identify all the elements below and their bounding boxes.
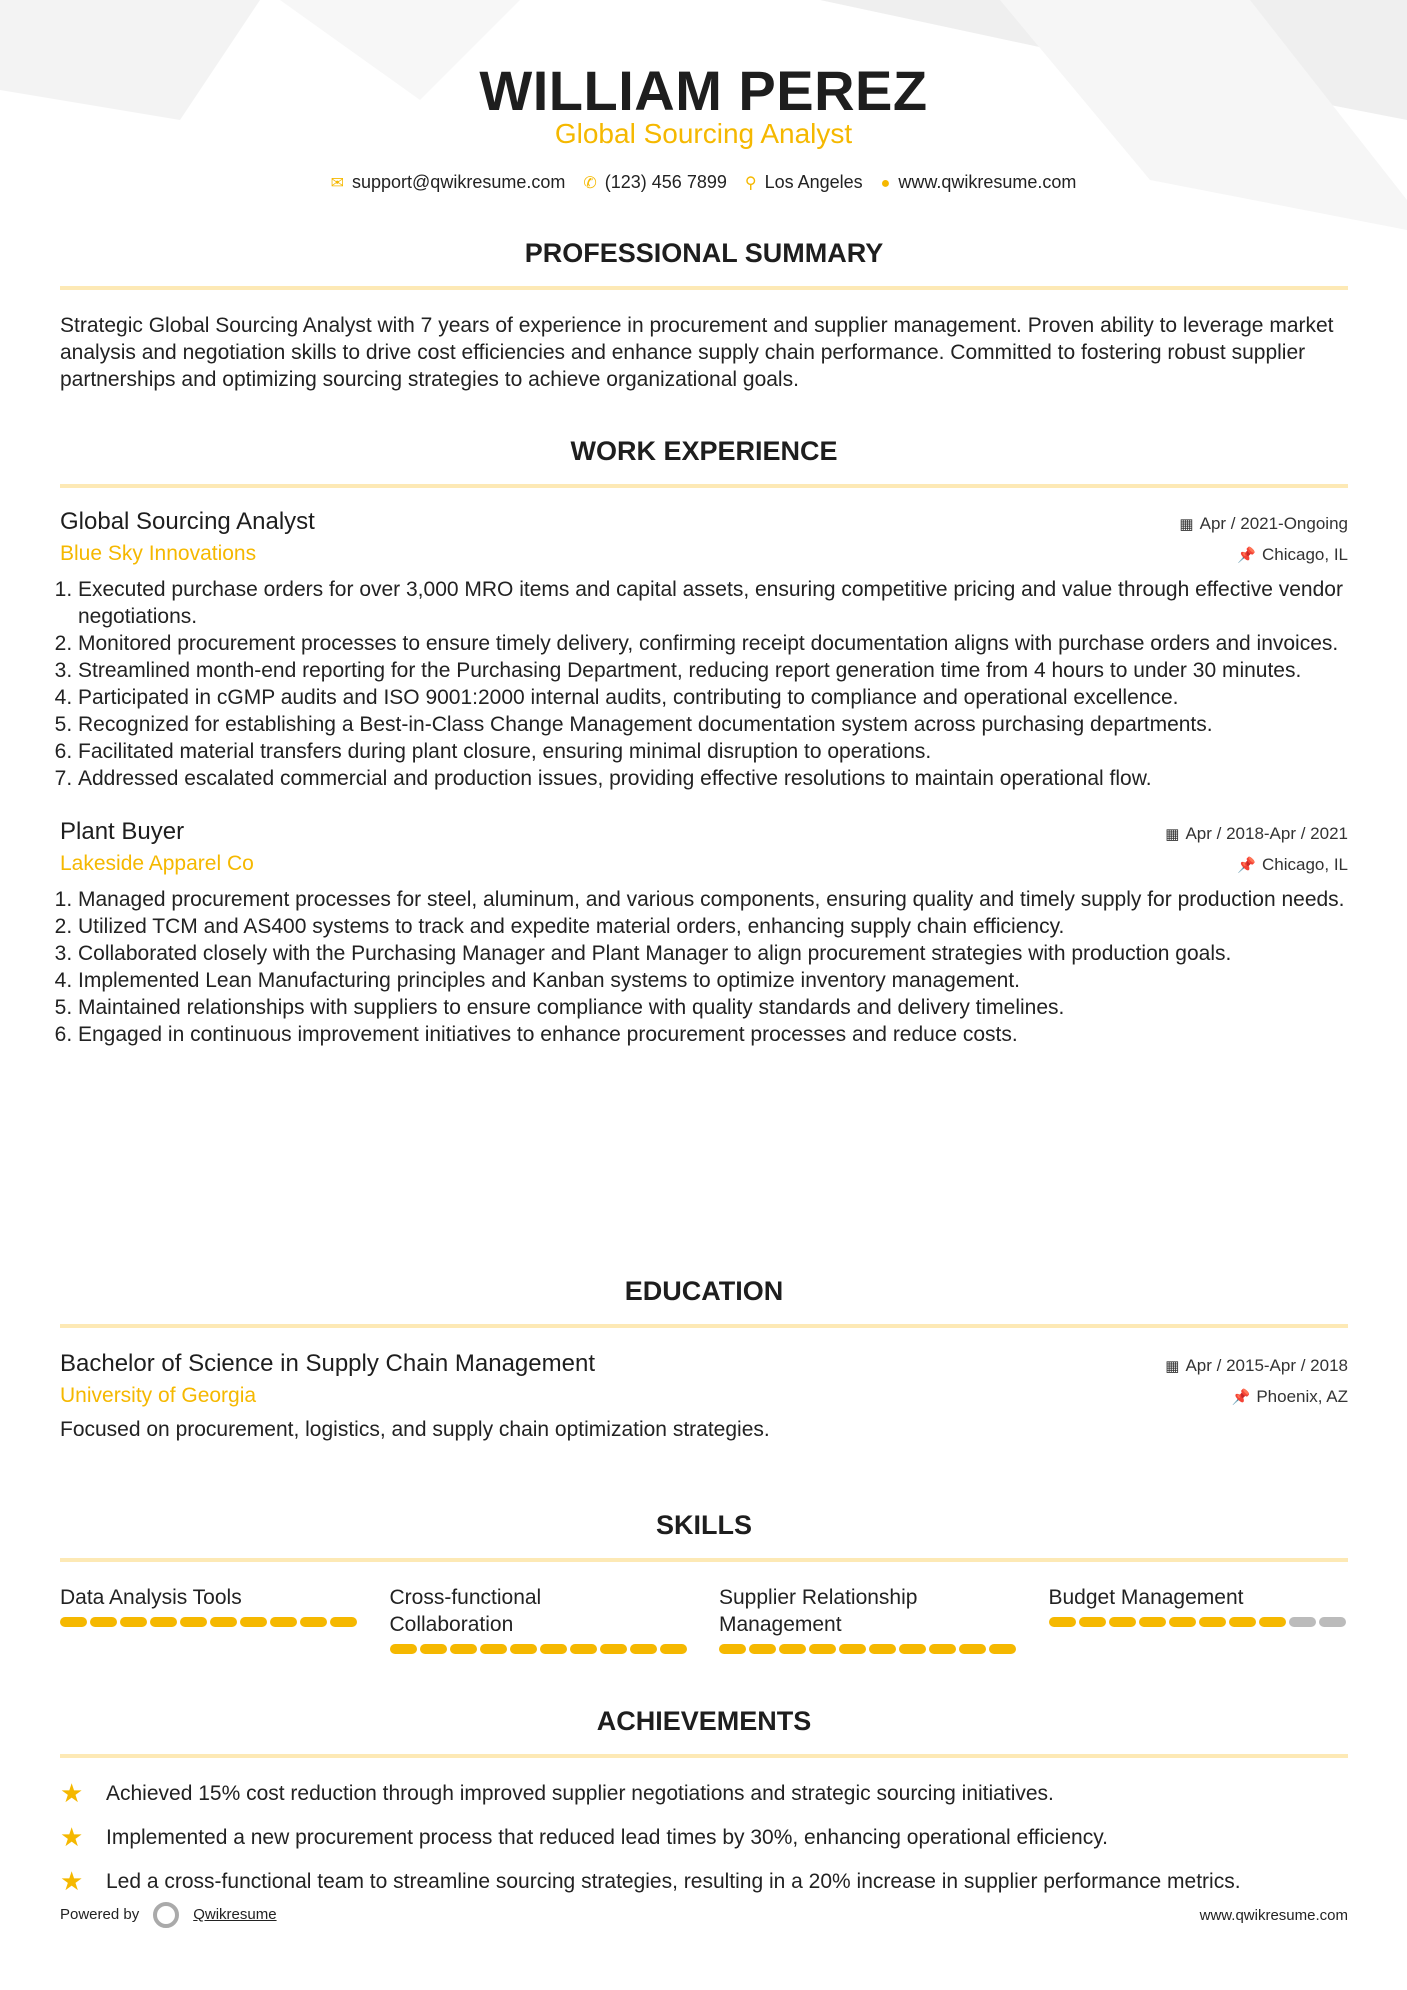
contact-phone (583, 172, 727, 193)
job-title: Global Sourcing Analyst (60, 508, 315, 535)
skill-level-segment (1169, 1617, 1196, 1627)
skill-level-segment (120, 1617, 147, 1627)
work-section (60, 436, 1348, 1074)
section-heading: EDUCATION (624, 1276, 784, 1306)
date-text: Apr / 2018-Apr / 2021 (1185, 824, 1348, 843)
website-text: www.qwikresume.com (898, 172, 1077, 192)
email-text: support@qwikresume.com (352, 172, 566, 192)
skill-level-bar (719, 1644, 1019, 1654)
skill-name: Supplier Relationship Management (719, 1586, 918, 1636)
location-text: Chicago, IL (1262, 855, 1348, 874)
job-date (1165, 824, 1348, 844)
skill-level-bar (390, 1644, 690, 1654)
skill-level-segment (660, 1644, 687, 1654)
skill-level-segment (540, 1644, 567, 1654)
calendar-icon: ▦ (1179, 516, 1194, 533)
skill-level-segment (839, 1644, 866, 1654)
skill-level-segment (809, 1644, 836, 1654)
skill-level-segment (60, 1617, 87, 1627)
skill-level-segment (270, 1617, 297, 1627)
skill-level-segment (1079, 1617, 1106, 1627)
section-heading: ACHIEVEMENTS (596, 1706, 812, 1736)
location-text: Chicago, IL (1262, 545, 1348, 564)
section-heading: SKILLS (655, 1510, 752, 1540)
bullet-item: 1. Executed purchase orders for over 3,000 MRO items and capital assets, ensuring competitive pricing and value through effective vendor negotiations. (78, 576, 1348, 630)
powered-by-label: Powered by (60, 1905, 140, 1923)
qwikresume-link[interactable]: Qwikresume (193, 1905, 277, 1923)
job-bullets (60, 576, 1348, 792)
skill-level-segment (510, 1644, 537, 1654)
star-icon: ★ (60, 1866, 84, 1896)
company-name: Lakeside Apparel Co (60, 852, 254, 875)
skill-level-segment (450, 1644, 477, 1654)
achievement-item (60, 1780, 1348, 1807)
skill-level-segment (929, 1644, 956, 1654)
pin-icon: 📌 (1237, 857, 1256, 874)
star-icon: ★ (60, 1778, 84, 1808)
contact-bar (0, 172, 1407, 193)
skill-level-segment (180, 1617, 207, 1627)
skill-item (719, 1584, 1019, 1654)
bullet-item: 4. Participated in cGMP audits and ISO 9001:2000 internal audits, contributing to compliance and operational excellence. (78, 684, 1348, 711)
contact-website[interactable] (881, 172, 1077, 193)
skill-level-segment (570, 1644, 597, 1654)
bullet-item: 4. Implemented Lean Manufacturing principles and Kanban systems to optimize inventory management. (78, 967, 1348, 994)
job-title: Plant Buyer (60, 818, 185, 845)
skill-level-segment (630, 1644, 657, 1654)
skill-level-segment (959, 1644, 986, 1654)
summary-text: Strategic Global Sourcing Analyst with 7 years of experience in procurement and supplier management. Proven ability to leverage market analysis and negotiation skills to drive cost efficiencies and enhance supply chain performance. Committed to fostering robust supplier partnerships and optimizing sourcing strategies to achieve organizational goals. (60, 314, 1334, 391)
skill-level-segment (1109, 1617, 1136, 1627)
footer (60, 1902, 1348, 1928)
achievement-text: Achieved 15% cost reduction through improved supplier negotiations and strategic sourcing initiatives. (106, 1782, 1054, 1805)
bullet-item: 3. Collaborated closely with the Purchasing Manager and Plant Manager to align procurement strategies with production goals. (78, 940, 1348, 967)
achievements-section (60, 1706, 1348, 1912)
skill-level-segment (480, 1644, 507, 1654)
education-section (60, 1276, 1348, 1443)
skill-level-segment (899, 1644, 926, 1654)
skill-level-segment (1229, 1617, 1256, 1627)
location-text: Los Angeles (764, 172, 863, 192)
skill-level-segment (719, 1644, 746, 1654)
skill-level-segment (90, 1617, 117, 1627)
skill-level-segment (779, 1644, 806, 1654)
divider (60, 1754, 1348, 1758)
skill-level-segment (1199, 1617, 1226, 1627)
date-text: Apr / 2015-Apr / 2018 (1185, 1356, 1348, 1375)
skill-level-segment (420, 1644, 447, 1654)
skill-level-segment (330, 1617, 357, 1627)
bullet-item: 5. Recognized for establishing a Best-in-Class Change Management documentation system across purchasing departments. (78, 711, 1348, 738)
achievement-item (60, 1824, 1348, 1851)
skill-level-segment (989, 1644, 1016, 1654)
contact-email[interactable] (331, 172, 566, 193)
qwikresume-logo-icon (153, 1902, 179, 1928)
pin-icon: 📌 (1231, 1389, 1251, 1406)
job-location (1237, 855, 1348, 875)
school: University of Georgia (60, 1384, 257, 1407)
skill-level-segment (1139, 1617, 1166, 1627)
date-text: Apr / 2021-Ongoing (1199, 514, 1348, 533)
calendar-icon: ▦ (1165, 826, 1180, 843)
footer-website[interactable]: www.qwikresume.com (1199, 1906, 1348, 1924)
skill-level-segment (390, 1644, 417, 1654)
divider (60, 1324, 1348, 1328)
divider (60, 484, 1348, 488)
education-location (1232, 1387, 1348, 1407)
phone-icon: ✆ (583, 175, 597, 192)
section-heading: WORK EXPERIENCE (570, 436, 838, 466)
skill-level-segment (1289, 1617, 1316, 1627)
skill-name: Data Analysis Tools (60, 1586, 242, 1609)
candidate-name: WILLIAM PEREZ (479, 59, 928, 122)
degree: Bachelor of Science in Supply Chain Management (60, 1350, 595, 1377)
company-name: Blue Sky Innovations (60, 542, 257, 565)
job-entry (60, 818, 1348, 1048)
section-heading: PROFESSIONAL SUMMARY (524, 238, 884, 268)
achievement-text: Led a cross-functional team to streamline sourcing strategies, resulting in a 20% increase in supplier performance metrics. (106, 1870, 1241, 1893)
candidate-title: Global Sourcing Analyst (554, 118, 853, 149)
bullet-item: 1. Managed procurement processes for steel, aluminum, and various components, ensuring quality and timely supply for production needs. (78, 886, 1348, 913)
globe-icon: ● (880, 175, 891, 192)
contact-location (745, 172, 863, 193)
pin-icon: 📌 (1237, 547, 1256, 564)
skill-level-segment (869, 1644, 896, 1654)
skill-level-segment (150, 1617, 177, 1627)
skill-level-segment (1049, 1617, 1076, 1627)
job-bullets (60, 886, 1348, 1048)
achievement-text: Implemented a new procurement process that reduced lead times by 30%, enhancing operational efficiency. (106, 1826, 1108, 1849)
bullet-item: 2. Utilized TCM and AS400 systems to track and expedite material orders, enhancing supply chain efficiency. (78, 913, 1348, 940)
job-date (1179, 514, 1348, 534)
skill-item (60, 1584, 360, 1654)
skill-level-segment (300, 1617, 327, 1627)
map-marker-icon: ⚲ (744, 175, 757, 192)
skill-level-segment (240, 1617, 267, 1627)
education-date (1165, 1356, 1348, 1376)
skill-level-segment (1259, 1617, 1286, 1627)
skill-name: Cross-functional Collaboration (389, 1586, 542, 1636)
bullet-item: 3. Streamlined month-end reporting for the Purchasing Department, reducing report generation time from 4 hours to under 30 minutes. (78, 657, 1348, 684)
education-description: Focused on procurement, logistics, and supply chain optimization strategies. (60, 1418, 770, 1441)
bullet-item: 5. Maintained relationships with suppliers to ensure compliance with quality standards and delivery timelines. (78, 994, 1348, 1021)
skill-name: Budget Management (1048, 1586, 1244, 1609)
bullet-item: 6. Facilitated material transfers during plant closure, ensuring minimal disruption to operations. (78, 738, 1348, 765)
job-entry (60, 508, 1348, 792)
skill-level-segment (210, 1617, 237, 1627)
skill-level-bar (60, 1617, 360, 1627)
location-text: Phoenix, AZ (1256, 1387, 1348, 1406)
envelope-icon: ✉ (330, 175, 344, 192)
phone-text: (123) 456 7899 (604, 172, 727, 192)
skill-level-segment (749, 1644, 776, 1654)
skills-section (60, 1510, 1348, 1654)
calendar-icon: ▦ (1165, 1358, 1180, 1375)
skill-level-bar (1049, 1617, 1349, 1627)
bullet-item: 7. Addressed escalated commercial and production issues, providing effective resolutions to maintain operational flow. (78, 765, 1348, 792)
job-location (1237, 545, 1348, 565)
summary-section (60, 238, 1348, 393)
bullet-item: 6. Engaged in continuous improvement initiatives to enhance procurement processes and reduce costs. (78, 1021, 1348, 1048)
bullet-item: 2. Monitored procurement processes to ensure timely delivery, confirming receipt documentation aligns with purchase orders and invoices. (78, 630, 1348, 657)
divider (60, 1558, 1348, 1562)
skill-level-segment (600, 1644, 627, 1654)
skill-item (1049, 1584, 1349, 1654)
divider (60, 286, 1348, 290)
achievement-item (60, 1868, 1348, 1895)
skill-level-segment (1319, 1617, 1346, 1627)
star-icon: ★ (60, 1822, 84, 1852)
skill-item (390, 1584, 690, 1654)
